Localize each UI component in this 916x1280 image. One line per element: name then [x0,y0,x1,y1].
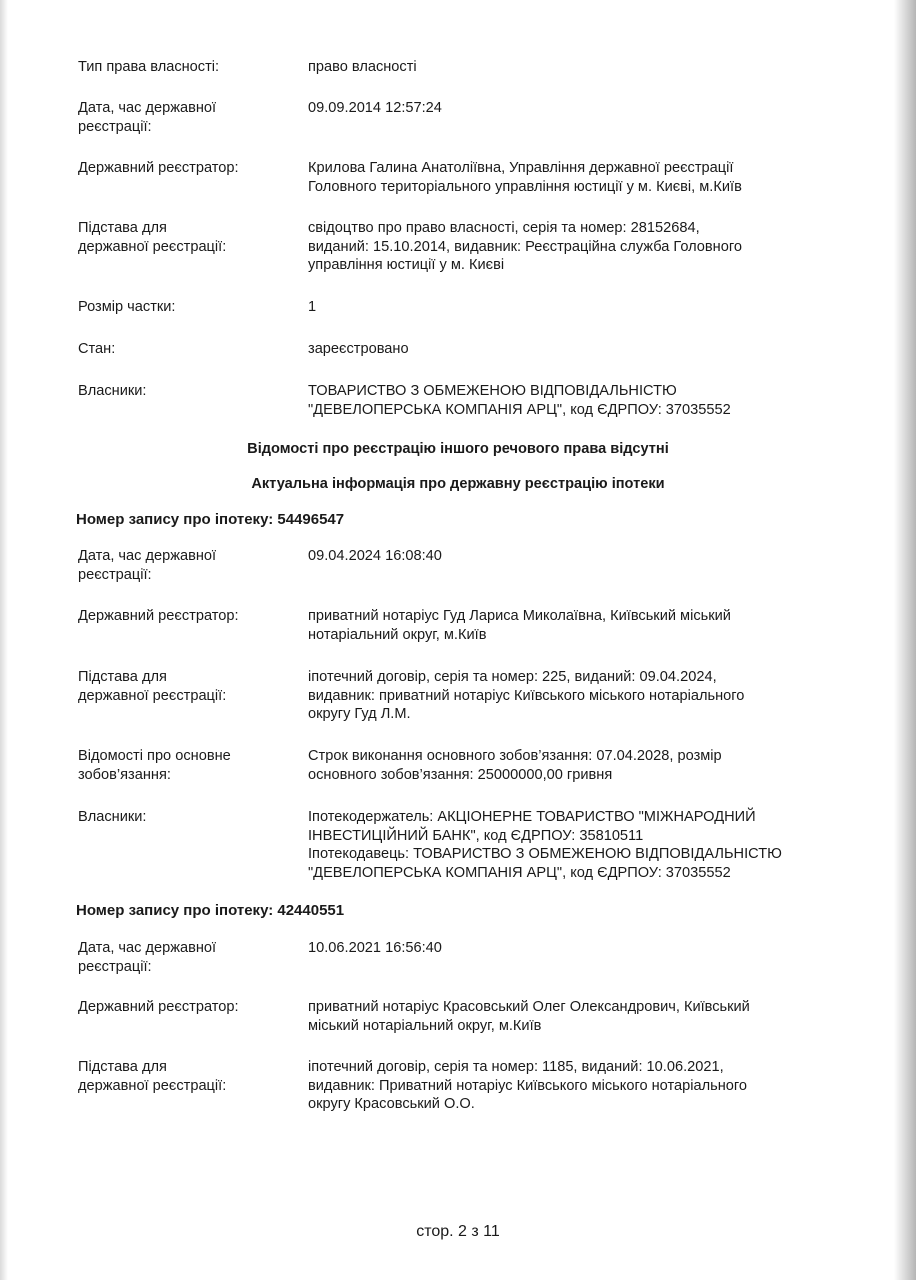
field-label: Тип права власності: [78,59,220,75]
mortgage-record-title: Номер запису про іпотеку: 54496547 [76,511,345,528]
field-value: приватний нотаріус Красовський Олег Олександрович, Київський міський нотаріальний округ, м.Київ [308,999,750,1034]
field-value: іпотечний договір, серія та номер: 1185, виданий: 10.06.2021, видавник: Приватний нотаріус Київського міського нотаріального округу Красовський О.О. [308,1059,748,1112]
page-edge-shadow-left [0,0,8,1280]
field-label: Дата, час державної реєстрації: [78,940,217,975]
field-value: Строк виконання основного зобов’язання: 07.04.2028, розмір основного зобов’язання: 25000000,00 гривня [308,748,722,783]
field-label: Власники: [78,383,147,399]
field-label: Стан: [78,341,116,357]
field-label: Державний реєстратор: [78,608,239,624]
section-title-other-rights: Відомості про реєстрацію іншого речового права відсутні [247,441,669,457]
field-value: приватний нотаріус Гуд Лариса Миколаївна, Київський міський нотаріальний округ, м.Київ [308,608,731,643]
field-value: ТОВАРИСТВО З ОБМЕЖЕНОЮ ВІДПОВІДАЛЬНІСТЮ "ДЕВЕЛОПЕРСЬКА КОМПАНІЯ АРЦ", код ЄДРПОУ: 37035552 [308,383,731,418]
field-value: свідоцтво про право власності, серія та номер: 28152684, виданий: 15.10.2014, видавник: Реєстраційна служба Головного управління юстиції у м. Києві [308,220,742,273]
field-value: 09.04.2024 16:08:40 [308,548,442,564]
field-value: Іпотекодержатель: АКЦІОНЕРНЕ ТОВАРИСТВО "МІЖНАРОДНИЙ ІНВЕСТИЦІЙНИЙ БАНК", код ЄДРПОУ: 35810511 Іпотекодавець: ТОВАРИСТВО З ОБМЕЖЕНОЮ ВІДПОВІДАЛЬНІСТЮ "ДЕВЕЛОПЕРСЬКА КОМПАНІЯ АРЦ", код ЄДРПОУ: 37035552 [308,809,782,881]
field-value: Крилова Галина Анатоліївна, Управління державної реєстрації Головного територіального управління юстиції у м. Києві, м.Київ [308,160,742,195]
field-value: 09.09.2014 12:57:24 [308,100,442,116]
section-title-mortgage-info: Актуальна інформація про державну реєстрацію іпотеки [251,476,665,492]
page-number: стор. 2 з 11 [416,1223,500,1240]
field-label: Власники: [78,809,147,825]
field-label: Відомості про основне зобов’язання: [78,748,231,783]
field-label: Підстава для державної реєстрації: [78,220,227,255]
field-label: Державний реєстратор: [78,160,239,176]
mortgage-record-title: Номер запису про іпотеку: 42440551 [76,902,345,919]
field-label: Розмір частки: [78,299,176,315]
field-label: Підстава для державної реєстрації: [78,669,227,704]
field-label: Підстава для державної реєстрації: [78,1059,227,1094]
field-value: 1 [308,299,317,315]
field-label: Дата, час державної реєстрації: [78,100,217,135]
page-edge-shadow [894,0,916,1280]
field-value: 10.06.2021 16:56:40 [308,940,442,956]
field-value: зареєстровано [308,341,409,357]
field-label: Дата, час державної реєстрації: [78,548,217,583]
field-label: Державний реєстратор: [78,999,239,1015]
field-value: право власності [308,59,417,75]
field-value: іпотечний договір, серія та номер: 225, виданий: 09.04.2024, видавник: приватний нотаріус Київського міського нотаріального округу Гуд Л.М. [308,669,745,722]
